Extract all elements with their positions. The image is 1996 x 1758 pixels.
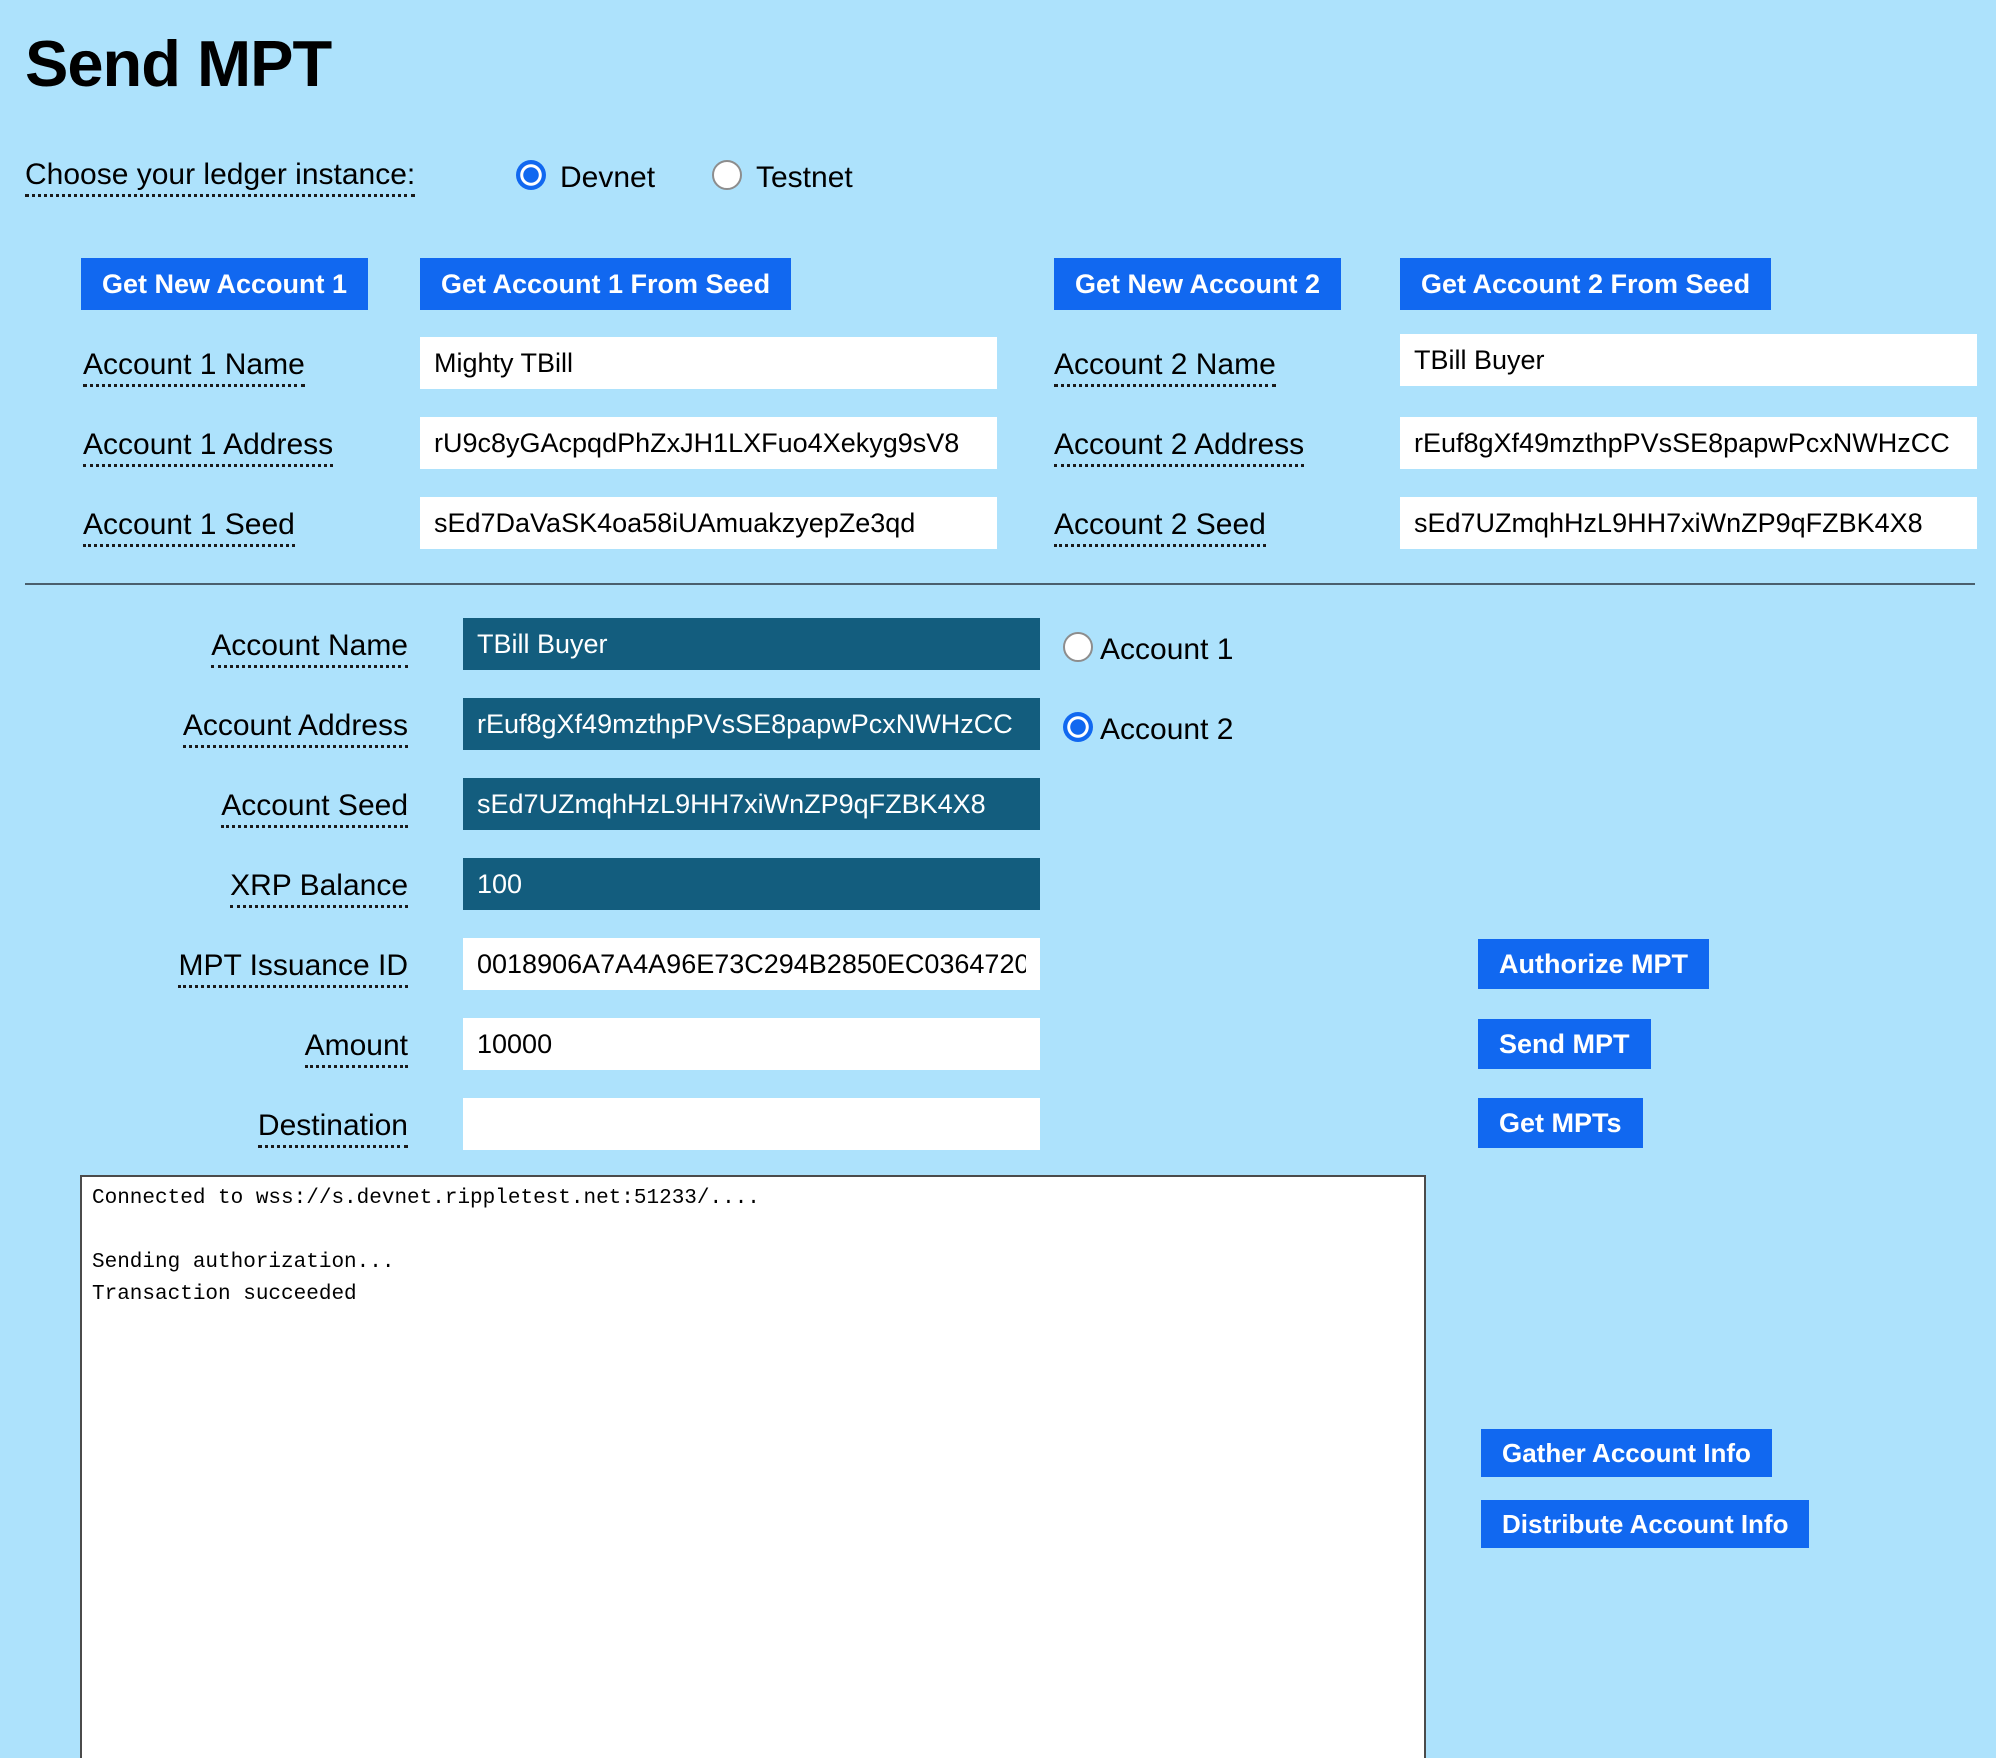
authorize-mpt-button[interactable]: Authorize MPT — [1478, 939, 1709, 989]
mpt-issuance-id-input[interactable] — [463, 938, 1040, 990]
section-divider — [25, 583, 1975, 585]
amount-input[interactable] — [463, 1018, 1040, 1070]
account-1-seed-input[interactable] — [420, 497, 997, 549]
get-new-account-2-button[interactable]: Get New Account 2 — [1054, 258, 1341, 310]
destination-input[interactable] — [463, 1098, 1040, 1150]
get-mpts-button[interactable]: Get MPTs — [1478, 1098, 1643, 1148]
use-account-1-radio[interactable] — [1063, 632, 1093, 662]
account-1-name-input[interactable] — [420, 337, 997, 389]
account-name-label: Account Name — [100, 629, 408, 663]
mpt-issuance-id-label: MPT Issuance ID — [100, 949, 408, 983]
testnet-radio-label[interactable]: Testnet — [756, 161, 853, 194]
selected-account-seed-field[interactable] — [463, 778, 1040, 830]
get-account-1-from-seed-button[interactable]: Get Account 1 From Seed — [420, 258, 791, 310]
console-output-textarea[interactable] — [80, 1175, 1426, 1758]
account-seed-label: Account Seed — [100, 789, 408, 823]
selected-account-name-field[interactable] — [463, 618, 1040, 670]
gather-account-info-button[interactable]: Gather Account Info — [1481, 1429, 1772, 1477]
account-2-name-input[interactable] — [1400, 334, 1977, 386]
distribute-account-info-button[interactable]: Distribute Account Info — [1481, 1500, 1809, 1548]
account-2-address-label: Account 2 Address — [1054, 428, 1304, 462]
account-2-name-label: Account 2 Name — [1054, 348, 1276, 382]
destination-label: Destination — [100, 1109, 408, 1143]
page-title: Send MPT — [25, 27, 332, 100]
account-1-seed-label: Account 1 Seed — [83, 508, 295, 542]
testnet-radio[interactable] — [712, 160, 742, 190]
get-new-account-1-button[interactable]: Get New Account 1 — [81, 258, 368, 310]
account-2-address-input[interactable] — [1400, 417, 1977, 469]
account-1-address-label: Account 1 Address — [83, 428, 333, 462]
account-address-label: Account Address — [100, 709, 408, 743]
use-account-2-radio[interactable] — [1063, 712, 1093, 742]
devnet-radio-label[interactable]: Devnet — [560, 161, 656, 194]
xrp-balance-label: XRP Balance — [100, 869, 408, 903]
account-2-seed-input[interactable] — [1400, 497, 1977, 549]
use-account-1-radio-label[interactable]: Account 1 — [1100, 633, 1234, 666]
amount-label: Amount — [100, 1029, 408, 1063]
send-mpt-button[interactable]: Send MPT — [1478, 1019, 1651, 1069]
account-1-name-label: Account 1 Name — [83, 348, 305, 382]
xrp-balance-field[interactable] — [463, 858, 1040, 910]
devnet-radio[interactable] — [516, 160, 546, 190]
use-account-2-radio-label[interactable]: Account 2 — [1100, 713, 1234, 746]
account-2-seed-label: Account 2 Seed — [1054, 508, 1266, 542]
ledger-instance-label: Choose your ledger instance: — [25, 158, 415, 192]
get-account-2-from-seed-button[interactable]: Get Account 2 From Seed — [1400, 258, 1771, 310]
account-1-address-input[interactable] — [420, 417, 997, 469]
selected-account-address-field[interactable] — [463, 698, 1040, 750]
